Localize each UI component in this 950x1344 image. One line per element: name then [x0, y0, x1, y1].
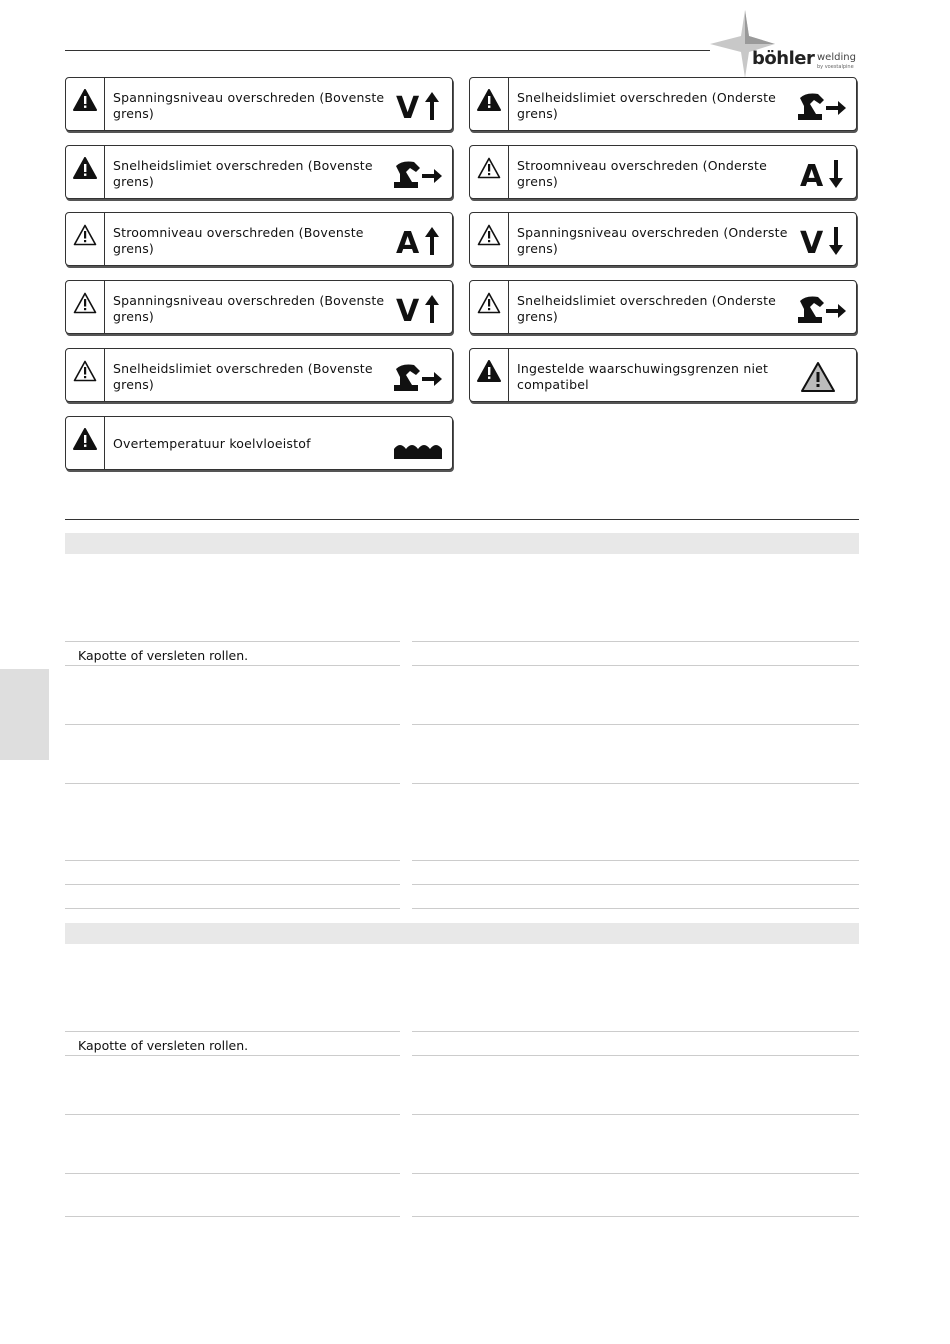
chapter-tab [0, 669, 49, 760]
message-card [469, 348, 857, 402]
svg-text:V: V [800, 226, 824, 257]
warning-icon [73, 360, 97, 382]
message-text: Ingestelde waarschuwingsgrenzen niet compatibel [517, 361, 769, 392]
message-card [469, 212, 857, 266]
svg-text:V: V [396, 294, 420, 325]
robot-speed-icon [796, 90, 848, 122]
message-text: Stroomniveau overschreden (Bovenste grens) [113, 225, 364, 256]
svg-text:A: A [800, 159, 824, 190]
message-card [469, 280, 857, 334]
message-text: Snelheidslimiet overschreden (Onderste grens) [517, 90, 777, 121]
error-icon [73, 89, 97, 111]
table-header-band [65, 923, 859, 944]
voltage-up-icon [392, 90, 444, 122]
message-card [469, 77, 857, 131]
message-card [65, 145, 453, 199]
current-down-icon [796, 158, 848, 190]
bohler-logo [705, 8, 865, 80]
table-row-text: Kapotte of versleten rollen. [78, 648, 249, 663]
voltage-down-icon [796, 225, 848, 257]
error-icon [477, 89, 501, 111]
warning-icon [477, 224, 501, 246]
table-header-band [65, 533, 859, 554]
warning-icon [477, 157, 501, 179]
table-row-text: Kapotte of versleten rollen. [78, 1038, 249, 1053]
message-text: Spanningsniveau overschreden (Onderste grens) [517, 225, 788, 256]
message-card [65, 280, 453, 334]
coolant-temperature-icon [392, 429, 444, 461]
robot-speed-icon [392, 158, 444, 190]
brand-tagline: by voestalpine [817, 64, 854, 70]
message-text: Stroomniveau overschreden (Onderste grens) [517, 158, 767, 189]
svg-text:V: V [396, 91, 420, 122]
message-card [65, 416, 453, 470]
brand-name: böhler [752, 48, 815, 69]
message-text: Snelheidslimiet overschreden (Bovenste grens) [113, 158, 373, 189]
voltage-up-icon [392, 293, 444, 325]
warning-icon [477, 292, 501, 314]
svg-text:A: A [396, 226, 420, 257]
error-icon [73, 157, 97, 179]
message-card [469, 145, 857, 199]
message-text: Snelheidslimiet overschreden (Onderste grens) [517, 293, 777, 324]
message-text: Overtemperatuur koelvloeistof [113, 436, 311, 451]
section-rule [65, 519, 859, 520]
message-card [65, 348, 453, 402]
error-icon [73, 428, 97, 450]
warning-triangle-icon [796, 361, 848, 393]
error-icon [477, 360, 501, 382]
header-rule [65, 50, 710, 51]
message-text: Spanningsniveau overschreden (Bovenste grens) [113, 293, 385, 324]
message-text: Spanningsniveau overschreden (Bovenste grens) [113, 90, 385, 121]
warning-icon [73, 292, 97, 314]
warning-icon [73, 224, 97, 246]
message-card [65, 77, 453, 131]
brand-suffix: welding [817, 52, 856, 63]
robot-speed-icon [392, 361, 444, 393]
robot-speed-icon [796, 293, 848, 325]
message-card [65, 212, 453, 266]
current-up-icon [392, 225, 444, 257]
message-text: Snelheidslimiet overschreden (Bovenste grens) [113, 361, 373, 392]
